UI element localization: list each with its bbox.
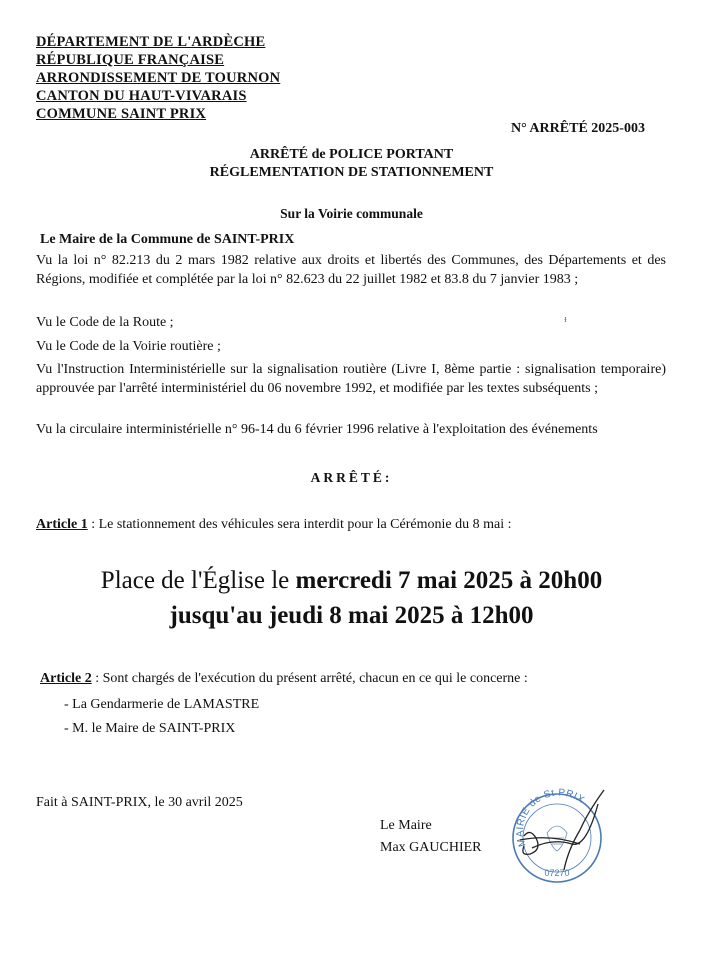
stamp-code: 07270	[544, 868, 570, 878]
arrete-number: N° ARRÊTÉ 2025-003	[511, 121, 645, 136]
highlight-date-end: jusqu'au jeudi 8 mai 2025 à 12h00	[169, 602, 534, 629]
highlight-date-start: mercredi 7 mai 2025 à 20h00	[295, 567, 603, 594]
arrete-heading: ARRÊTÉ:	[310, 470, 393, 485]
consideration-code-voirie: Vu le Code de la Voirie routière ;	[36, 339, 221, 354]
article-2	[40, 670, 670, 689]
list-item: - La Gendarmerie de LAMASTRE	[64, 697, 260, 712]
list-item: - M. le Maire de SAINT-PRIX	[64, 721, 236, 736]
stray-mark: ᵻ	[564, 314, 567, 325]
header-line-canton: CANTON DU HAUT-VIVARAIS	[36, 88, 247, 104]
header-line-commune: COMMUNE SAINT PRIX	[36, 106, 207, 122]
mayor-intro: Le Maire de la Commune de SAINT-PRIX	[40, 232, 295, 247]
mayor-stamp	[502, 778, 612, 898]
header-line-departement: DÉPARTEMENT DE L'ARDÈCHE	[36, 34, 266, 50]
article-1-text: : Le stationnement des véhicules sera interdit pour la Cérémonie du 8 mai :	[87, 517, 512, 532]
article-2-text: : Sont chargés de l'exécution du présent arrêté, chacun en ce qui le concerne :	[91, 671, 528, 686]
consideration-instruction: Vu l'Instruction Interministérielle sur la signalisation routière (Livre I, 8ème partie : signalisation temporaire) approuvée par l'arrêté interministériel du 06 novembre 1992, et modifiée par les textes subséquents ;	[36, 362, 666, 396]
consideration-circulaire: Vu la circulaire interministérielle n° 96-14 du 6 février 1996 relative à l'exploitation des événements	[36, 422, 598, 437]
consideration-code-route: Vu le Code de la Route ;	[36, 315, 174, 330]
signatory-name: Max GAUCHIER	[380, 840, 482, 855]
signatory-title: Le Maire	[380, 818, 432, 833]
header-line-republique: RÉPUBLIQUE FRANÇAISE	[36, 52, 225, 68]
article-1-label: Article 1	[36, 517, 88, 532]
article-1	[36, 516, 666, 535]
highlight-line-1	[0, 565, 703, 597]
stamp-text: MAIRIE de St PRIX	[514, 787, 587, 848]
title-line-2: RÉGLEMENTATION DE STATIONNEMENT	[209, 165, 494, 180]
title-line-1: ARRÊTÉ de POLICE PORTANT	[249, 147, 454, 162]
header-block	[36, 33, 280, 123]
fait-a: Fait à SAINT-PRIX, le 30 avril 2025	[36, 795, 243, 810]
highlight-place: Place de l'Église le	[100, 567, 296, 594]
executor-list	[64, 693, 259, 741]
consideration-loi: Vu la loi n° 82.213 du 2 mars 1982 relative aux droits et libertés des Communes, des Départements et des Régions, modifiée et complétée par la loi n° 82.623 du 22 juillet 1982 et 83.8 du 7 janvier 1983 ;	[36, 253, 666, 287]
header-line-arrondissement: ARRONDISSEMENT DE TOURNON	[36, 70, 281, 86]
subtitle: Sur la Voirie communale	[280, 206, 423, 221]
article-2-label: Article 2	[40, 671, 92, 686]
